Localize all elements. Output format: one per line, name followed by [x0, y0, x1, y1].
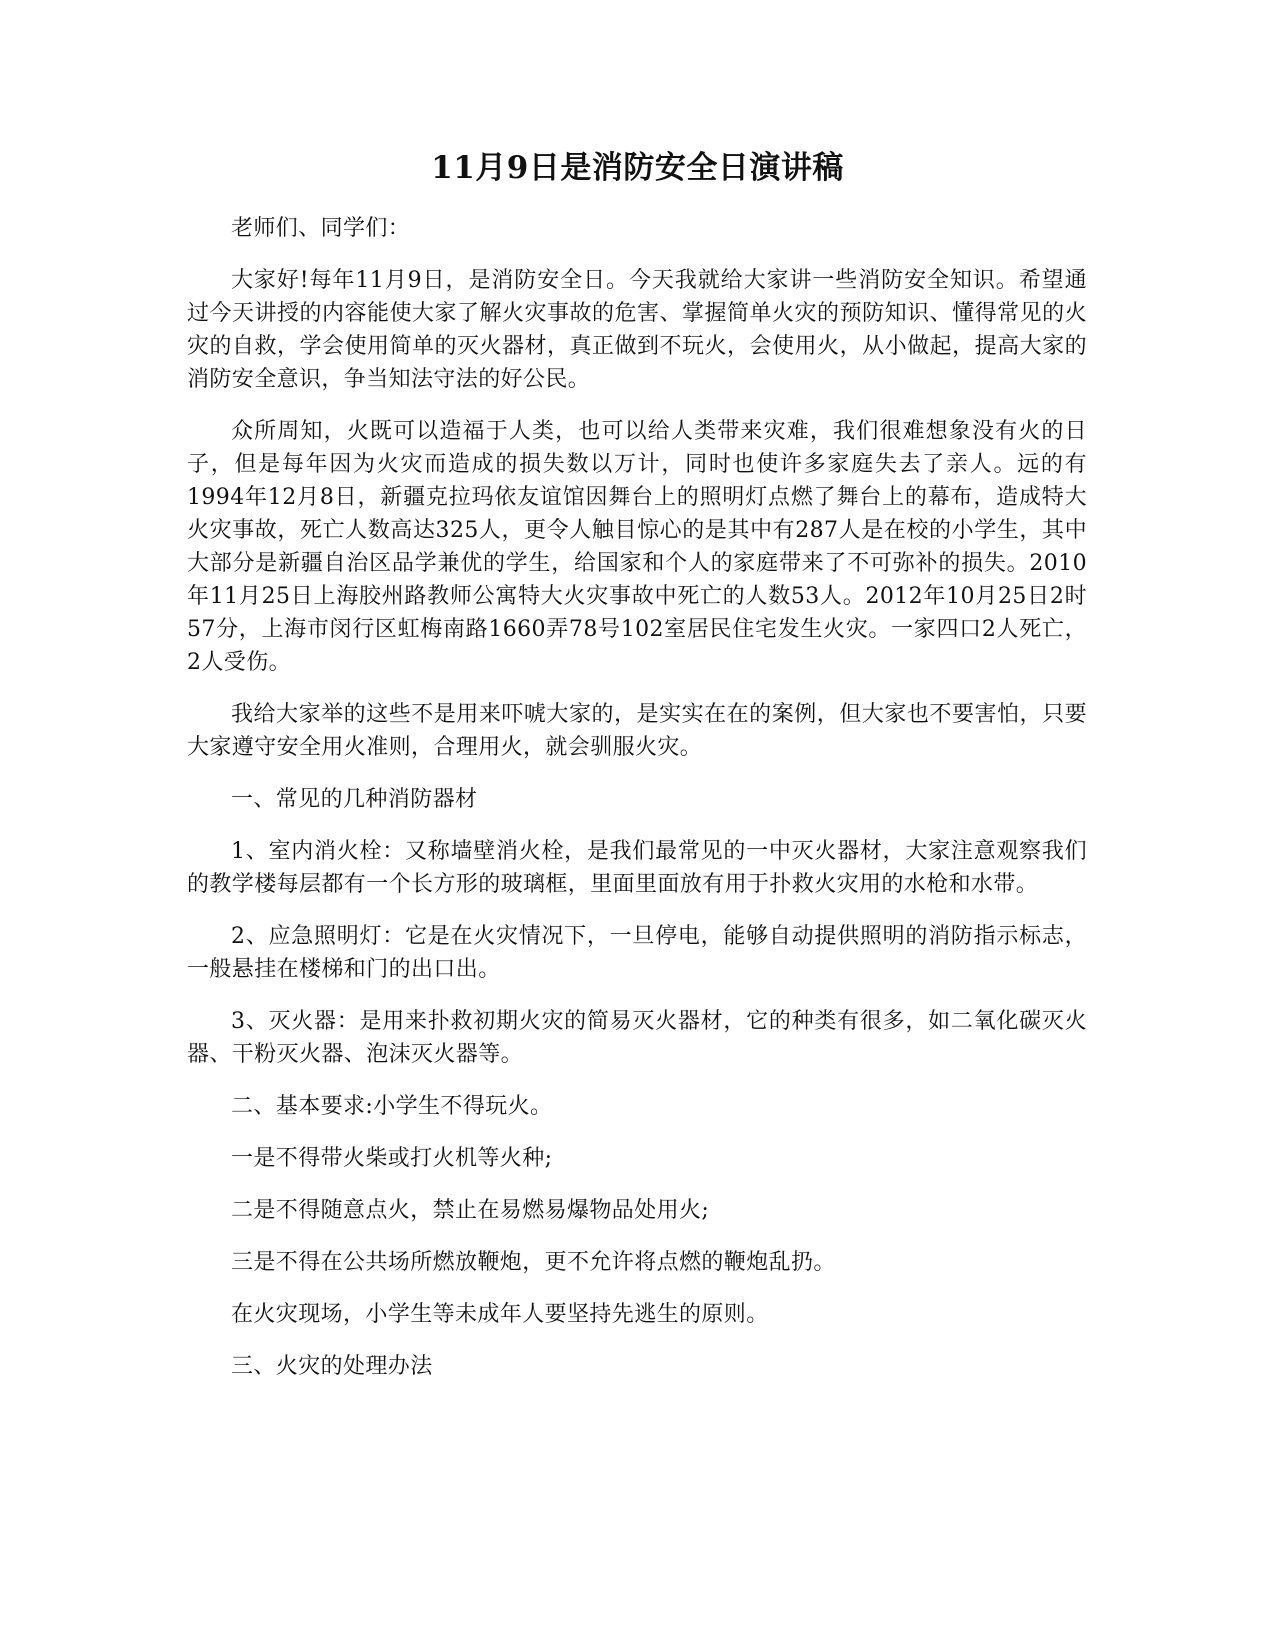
section-heading-equipment: 一、常见的几种消防器材 — [231, 787, 478, 812]
rule-three: 三是不得在公共场所燃放鞭炮，更不允许将点燃的鞭炮乱扔。 — [231, 1250, 836, 1275]
list-item-extinguisher: 3、灭火器：是用来扑救初期火灾的简易灭火器材，它的种类有很多，如二氧化碳灭火器、干粉灭火器、泡沫灭火器等。 — [187, 1009, 1087, 1067]
list-item-emergency-light: 2、应急照明灯：它是在火灾情况下，一旦停电，能够自动提供照明的消防指示标志，一般悬挂在楼梯和门的出口出。 — [187, 924, 1087, 982]
escape-principle: 在火灾现场，小学生等未成年人要坚持先逃生的原则。 — [231, 1302, 769, 1327]
section-heading-handling: 三、火灾的处理办法 — [231, 1354, 433, 1379]
paragraph-intro: 大家好!每年11月9日，是消防安全日。今天我就给大家讲一些消防安全知识。希望通过今天讲授的内容能使大家了解火灾事故的危害、掌握简单火灾的预防知识、懂得常见的火灾的自救，学会使用简单的灭火器材，真正做到不玩火，会使用火，从小做起，提高大家的消防安全意识，争当知法守法的好公民。 — [187, 268, 1087, 392]
salutation: 老师们、同学们： — [231, 216, 411, 241]
paragraph-reassurance: 我给大家举的这些不是用来吓唬大家的，是实实在在的案例，但大家也不要害怕，只要大家遵守安全用火准则，合理用火，就会驯服火灾。 — [187, 702, 1087, 760]
document-body — [187, 212, 1087, 1402]
rule-two: 二是不得随意点火，禁止在易燃易爆物品处用火; — [231, 1198, 710, 1223]
document-title: 11月9日是消防安全日演讲稿 — [431, 150, 844, 186]
paragraph-cases: 众所周知，火既可以造福于人类，也可以给人类带来灾难，我们很难想象没有火的日子，但是每年因为火灾而造成的损失数以万计，同时也使许多家庭失去了亲人。远的有1994年12月8日，新疆克拉玛依友谊馆因舞台上的照明灯点燃了舞台上的幕布，造成特大火灾事故，死亡人数高达325人，更令人触目惊心的是其中有287人是在校的小学生，其中大部分是新疆自治区品学兼优的学生，给国家和个人的家庭带来了不可弥补的损失。2010年11月25日上海胶州路教师公寓特大火灾事故中死亡的人数53人。2012年10月25日2时57分，上海市闵行区虹梅南路1660弄78号102室居民住宅发生火灾。一家四口2人死亡，2人受伤。 — [187, 419, 1087, 675]
section-heading-requirements: 二、基本要求:小学生不得玩火。 — [231, 1094, 553, 1119]
list-item-hydrant: 1、室内消火栓：又称墙壁消火栓，是我们最常见的一中灭火器材，大家注意观察我们的教学楼每层都有一个长方形的玻璃框，里面里面放有用于扑救火灾用的水枪和水带。 — [187, 839, 1087, 897]
rule-one: 一是不得带火柴或打火机等火种; — [231, 1146, 553, 1171]
